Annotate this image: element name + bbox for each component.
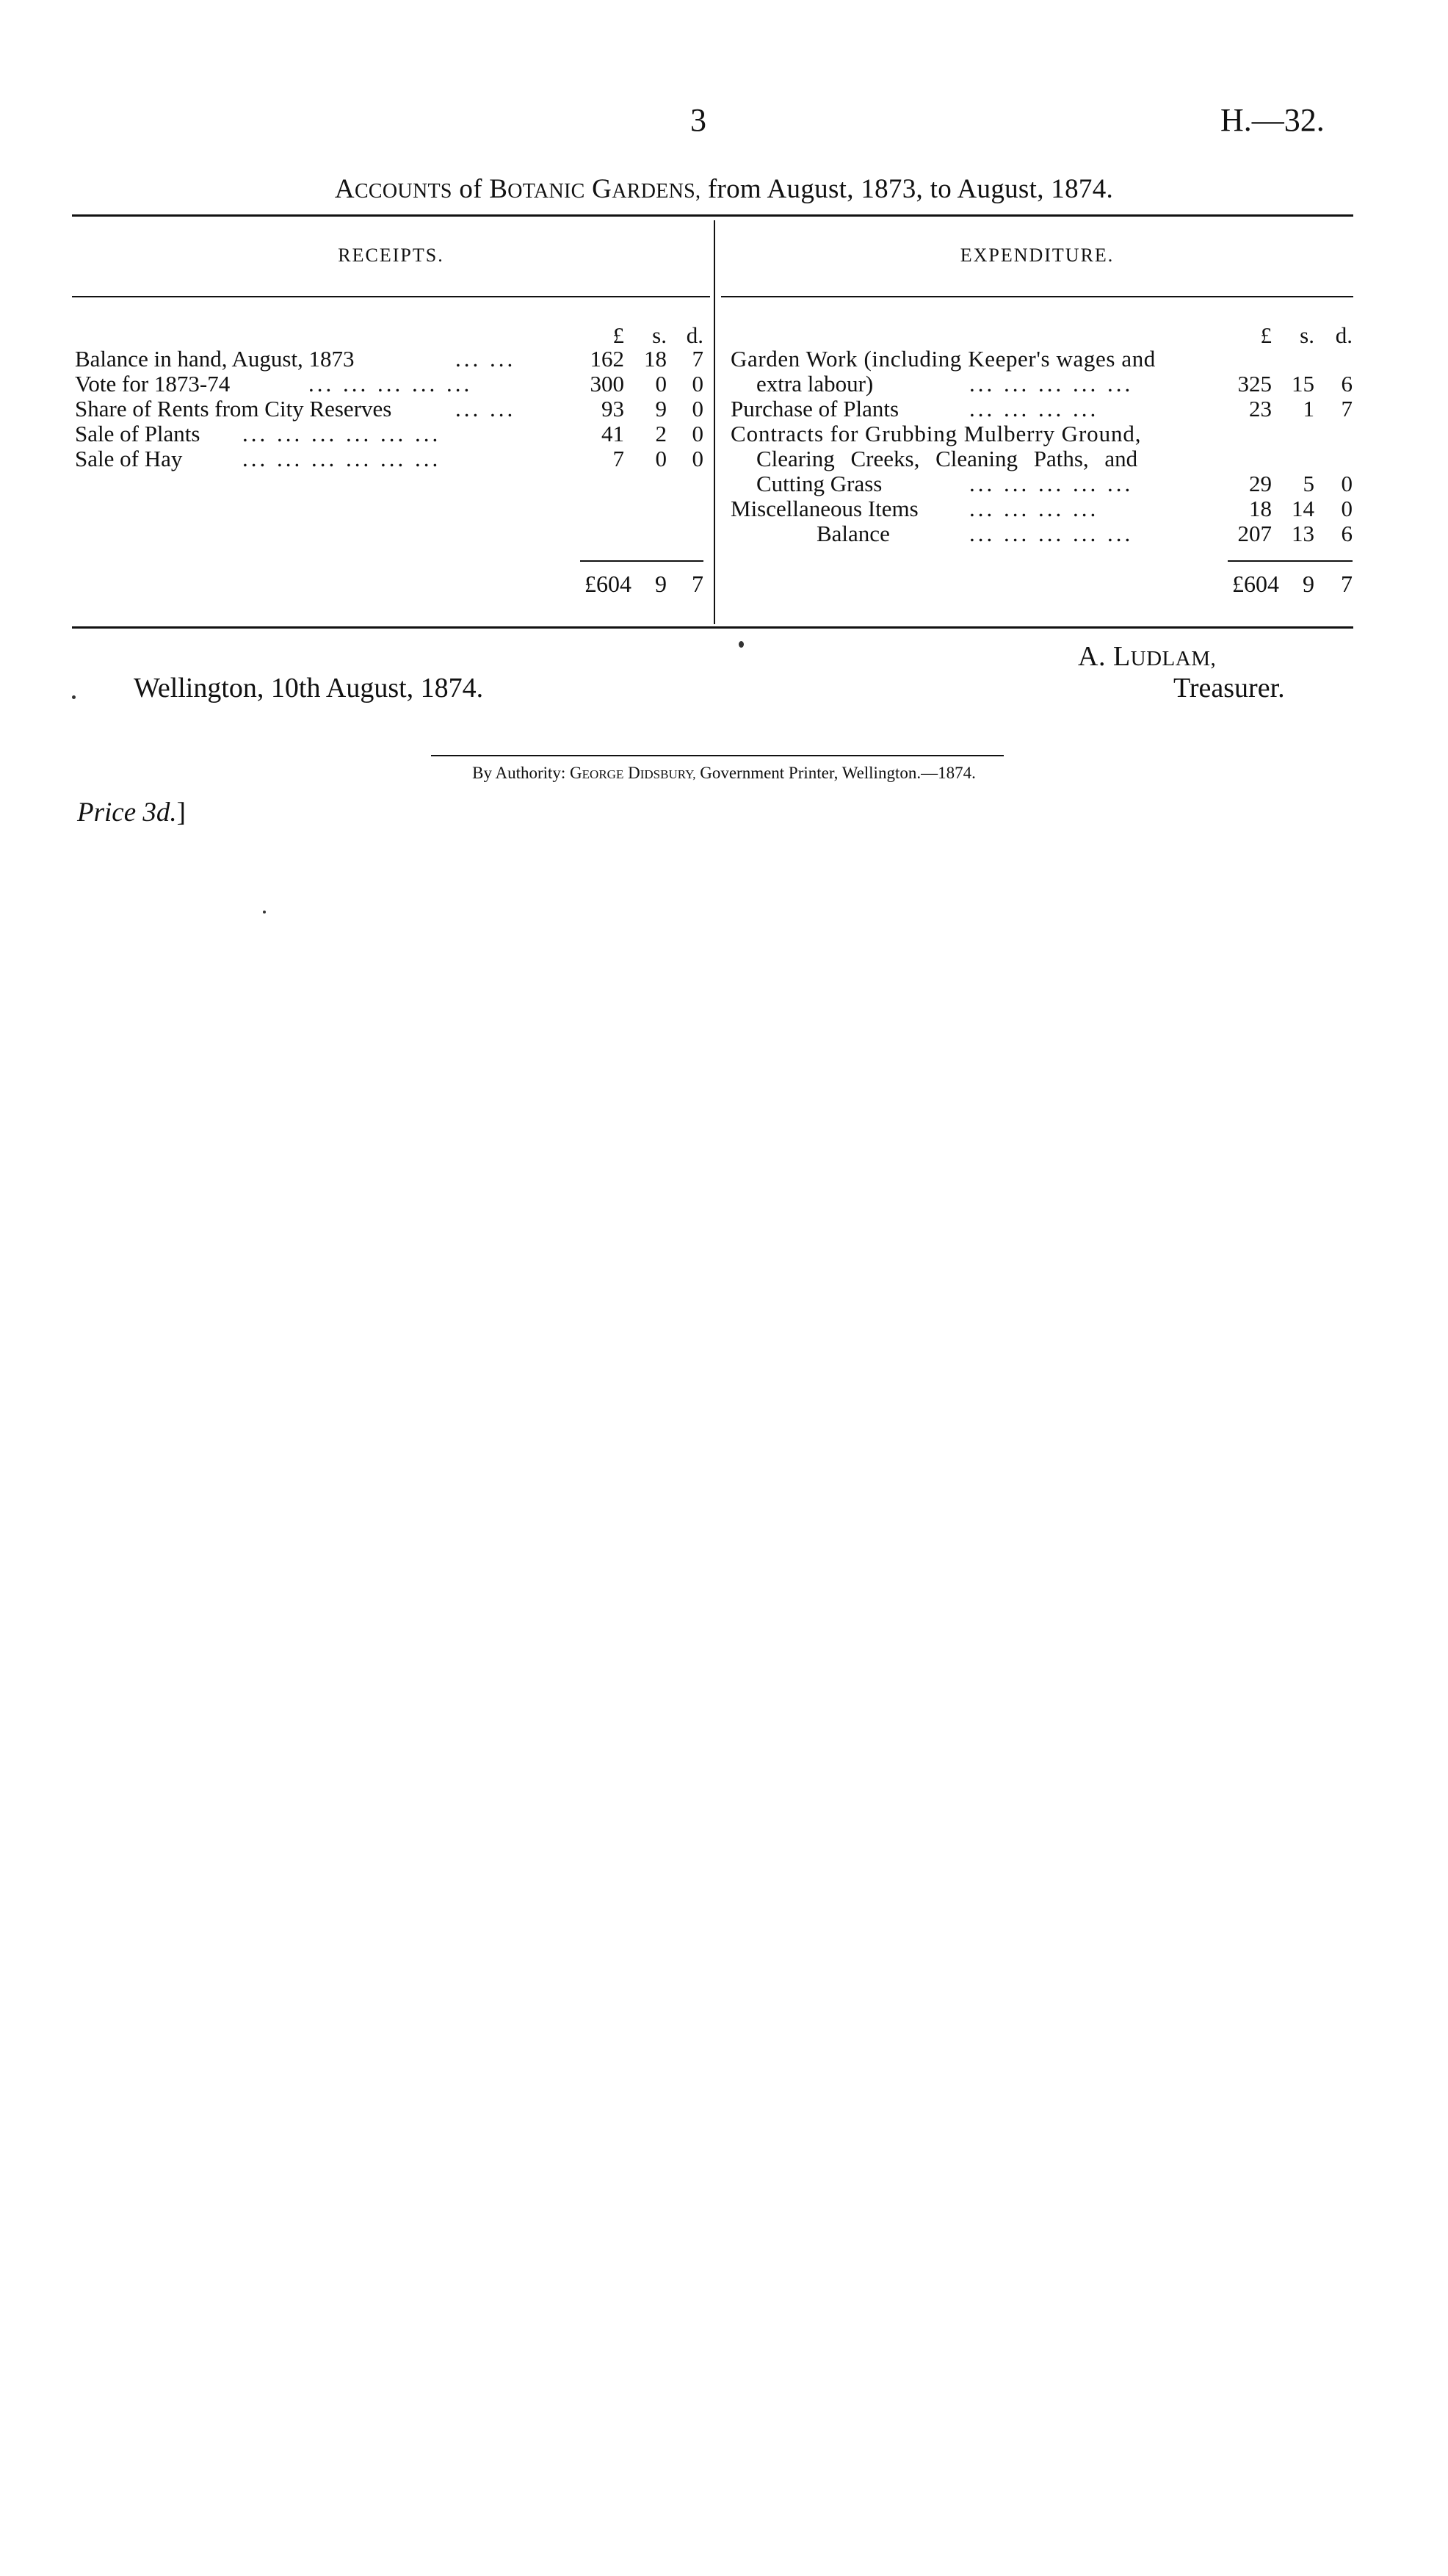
printer-imprint: By Authority: GEORGE DIDSBURY, Government Printer, Wellington.—1874. <box>472 764 976 782</box>
receipt-row-shillings: 0 <box>655 446 667 471</box>
table-header-rule-left <box>72 296 710 297</box>
receipt-row-pence: 0 <box>692 396 703 422</box>
receipts-total-pounds: £604 <box>584 571 631 597</box>
receipt-row-shillings: 2 <box>655 421 667 446</box>
expenditure-line-dots: ... ... ... ... ... <box>969 471 1134 496</box>
expenditure-line-pence: 0 <box>1341 496 1353 521</box>
expenditure-line-pounds: 29 <box>1249 471 1272 496</box>
receipt-row-dots: ... ... ... ... ... ... <box>242 446 441 471</box>
expenditure-line-text: Garden Work (including Keeper's wages and <box>731 346 1156 372</box>
expenditure-total-shillings: 9 <box>1303 571 1314 597</box>
page-title: ACCOUNTS of BOTANIC GARDENS, from August, 1873, to August, 1874. <box>334 174 1114 204</box>
receipt-row-label: Sale of Hay <box>75 446 183 471</box>
document-reference: H.—32. <box>1220 102 1325 138</box>
expenditure-line-pence: 7 <box>1341 396 1353 422</box>
print-speck <box>72 695 76 699</box>
receipts-pence-header: d. <box>686 322 703 348</box>
page-number: 3 <box>690 102 706 138</box>
receipt-row-label: Sale of Plants <box>75 421 200 446</box>
expenditure-line-text: Miscellaneous Items <box>731 496 919 521</box>
receipt-row-pounds: 93 <box>601 396 624 422</box>
receipts-total-shillings: 9 <box>655 571 667 597</box>
expenditure-line-shillings: 15 <box>1292 371 1314 397</box>
receipts-heading: RECEIPTS. <box>338 245 444 266</box>
expenditure-line-text: Purchase of Plants <box>731 396 899 422</box>
receipts-shillings-header: s. <box>652 322 667 348</box>
receipt-row-pence: 0 <box>692 421 703 446</box>
expenditure-heading: EXPENDITURE. <box>960 245 1115 266</box>
receipts-total-pence: 7 <box>692 571 703 597</box>
expenditure-line-pence: 6 <box>1341 371 1353 397</box>
signatory-title: Treasurer. <box>1173 673 1285 703</box>
expenditure-total-pounds: £604 <box>1232 571 1279 597</box>
table-header-rule-right <box>721 296 1353 297</box>
receipt-row-pence: 0 <box>692 446 703 471</box>
expenditure-line-dots: ... ... ... ... <box>969 496 1099 521</box>
receipt-row-pounds: 41 <box>601 421 624 446</box>
receipt-row-dots: ... ... ... ... ... ... <box>242 421 441 446</box>
expenditure-total-pence: 7 <box>1341 571 1353 597</box>
expenditure-line-shillings: 13 <box>1292 521 1314 546</box>
receipt-row-shillings: 0 <box>655 371 667 397</box>
expenditure-line-pounds: 207 <box>1237 521 1272 546</box>
signatory-name: A. LUDLAM, <box>1078 641 1217 672</box>
place-and-date: Wellington, 10th August, 1874. <box>134 673 484 703</box>
receipt-row-label: Vote for 1873-74 <box>75 371 231 397</box>
expenditure-line-shillings: 5 <box>1303 471 1314 496</box>
receipts-pounds-header: £ <box>612 322 624 348</box>
print-speck <box>263 911 266 913</box>
expenditure-line-pounds: 18 <box>1249 496 1272 521</box>
expenditure-pence-header: d. <box>1335 322 1353 348</box>
expenditure-line-pounds: 23 <box>1249 396 1272 422</box>
receipt-row-pence: 7 <box>692 346 703 372</box>
expenditure-line-pounds: 325 <box>1237 371 1272 397</box>
receipt-row-pounds: 7 <box>612 446 624 471</box>
receipt-row-pounds: 162 <box>590 346 624 372</box>
expenditure-line-pence: 6 <box>1341 521 1353 546</box>
expenditure-line-text: Balance <box>817 521 890 546</box>
expenditure-shillings-header: s. <box>1300 322 1314 348</box>
expenditure-line-dots: ... ... ... ... <box>969 396 1099 422</box>
expenditure-line-text: Cutting Grass <box>756 471 883 496</box>
print-speck <box>739 641 744 648</box>
receipt-row-pounds: 300 <box>590 371 624 397</box>
expenditure-line-text: Clearing Creeks, Cleaning Paths, and <box>756 446 1138 471</box>
receipt-row-pence: 0 <box>692 371 703 397</box>
column-divider <box>714 220 715 624</box>
expenditure-line-dots: ... ... ... ... ... <box>969 371 1134 397</box>
expenditure-line-shillings: 14 <box>1292 496 1314 521</box>
receipt-row-shillings: 18 <box>644 346 667 372</box>
expenditure-line-text: Contracts for Grubbing Mulberry Ground, <box>731 421 1142 446</box>
table-bottom-rule <box>72 626 1353 629</box>
expenditure-line-dots: ... ... ... ... ... <box>969 521 1134 546</box>
footer-rule <box>431 755 1004 756</box>
price-note: Price 3d.] <box>77 797 186 828</box>
receipt-row-label: Share of Rents from City Reserves <box>75 396 392 422</box>
receipt-row-label: Balance in hand, August, 1873 <box>75 346 355 372</box>
receipt-row-dots: ... ... <box>455 396 516 422</box>
table-top-rule <box>72 214 1353 217</box>
expenditure-total-rule <box>1228 560 1353 562</box>
expenditure-line-text: extra labour) <box>756 371 874 397</box>
expenditure-line-shillings: 1 <box>1303 396 1314 422</box>
receipts-total-rule <box>580 560 703 562</box>
receipt-row-dots: ... ... ... ... ... <box>308 371 473 397</box>
receipt-row-dots: ... ... <box>455 346 516 372</box>
expenditure-line-pence: 0 <box>1341 471 1353 496</box>
receipt-row-shillings: 9 <box>655 396 667 422</box>
expenditure-pounds-header: £ <box>1260 322 1272 348</box>
